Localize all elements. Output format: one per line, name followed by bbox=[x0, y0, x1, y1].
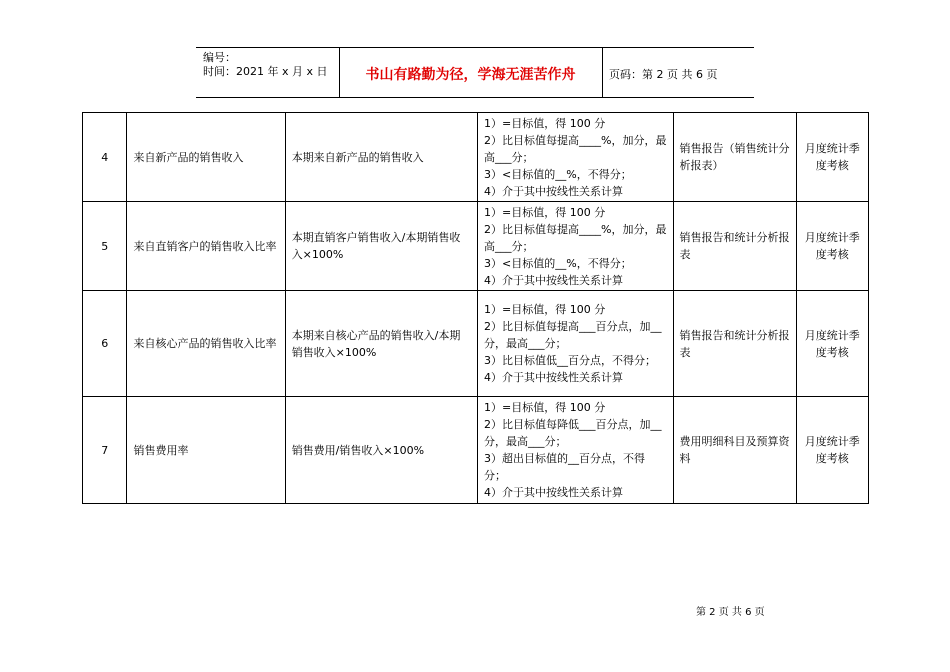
scoring-rule-line: 3）<目标值的__%，不得分； bbox=[484, 256, 632, 270]
scoring-rule-line: 3）超出目标值的__百分点，不得分； bbox=[484, 452, 646, 482]
row-number: 6 bbox=[83, 291, 127, 397]
kpi-table bbox=[82, 112, 869, 504]
indicator-name: 来自直销客户的销售收入比率 bbox=[127, 202, 285, 291]
row-number: 5 bbox=[83, 202, 127, 291]
time-label: 时间：2021 年 x 月 x 日 bbox=[203, 65, 328, 78]
header-motto: 书山有路勤为径，学海无涯苦作舟 bbox=[365, 67, 576, 83]
assessment-cycle: 月度统计季度考核 bbox=[796, 113, 868, 202]
page-header bbox=[196, 47, 754, 98]
assessment-cycle: 月度统计季度考核 bbox=[796, 291, 868, 397]
data-source: 销售报告和统计分析报表 bbox=[673, 291, 796, 397]
header-page-label: 页码：第 2 页 共 6 页 bbox=[609, 68, 718, 81]
scoring-rule-line: 4）介于其中按线性关系计算 bbox=[484, 371, 624, 384]
scoring-rule-line: 3）比目标值低__百分点，不得分； bbox=[484, 354, 657, 367]
scoring-rules bbox=[478, 113, 673, 202]
page-footer: 第 2 页 共 6 页 bbox=[696, 607, 765, 618]
scoring-rules bbox=[478, 202, 673, 291]
scoring-rule-line: 1）=目标值，得 100 分 bbox=[484, 401, 606, 414]
scoring-rule-line: 4）介于其中按线性关系计算 bbox=[484, 273, 624, 287]
indicator-name: 来自新产品的销售收入 bbox=[127, 113, 285, 202]
indicator-name: 来自核心产品的销售收入比率 bbox=[127, 291, 285, 397]
scoring-rule-line: 3）<目标值的__%，不得分； bbox=[484, 167, 632, 181]
scoring-rule-line: 2）比目标值每提高___百分点，加__分，最高___分； bbox=[484, 320, 662, 350]
row-number: 7 bbox=[83, 397, 127, 504]
data-source: 费用明细科目及预算资料 bbox=[673, 397, 796, 504]
table-row bbox=[83, 291, 869, 397]
data-source: 销售报告和统计分析报表 bbox=[673, 202, 796, 291]
scoring-rule-line: 1）=目标值，得 100 分 bbox=[484, 116, 606, 130]
table-row bbox=[83, 113, 869, 202]
scoring-rule-line: 2）比目标值每提高____%，加分，最高___分； bbox=[484, 222, 667, 253]
data-source: 销售报告（销售统计分析报表） bbox=[673, 113, 796, 202]
row-number: 4 bbox=[83, 113, 127, 202]
indicator-name: 销售费用率 bbox=[127, 397, 285, 504]
scoring-rule-line: 4）介于其中按线性关系计算 bbox=[484, 486, 624, 499]
assessment-cycle: 月度统计季度考核 bbox=[796, 202, 868, 291]
assessment-cycle: 月度统计季度考核 bbox=[796, 397, 868, 504]
scoring-rule-line: 1）=目标值，得 100 分 bbox=[484, 303, 606, 316]
scoring-rules bbox=[478, 397, 673, 504]
header-meta bbox=[203, 51, 328, 79]
header-divider bbox=[602, 48, 603, 97]
scoring-rules bbox=[478, 291, 673, 397]
scoring-rule-line: 2）比目标值每降低___百分点，加__分，最高___分； bbox=[484, 418, 662, 448]
scoring-rule-line: 4）介于其中按线性关系计算 bbox=[484, 184, 624, 198]
table-row bbox=[83, 202, 869, 291]
number-label: 编号： bbox=[203, 51, 236, 64]
indicator-formula: 本期来自新产品的销售收入 bbox=[285, 113, 477, 202]
indicator-formula: 销售费用/销售收入×100% bbox=[285, 397, 477, 504]
table-row bbox=[83, 397, 869, 504]
scoring-rule-line: 1）=目标值，得 100 分 bbox=[484, 205, 606, 219]
indicator-formula: 本期直销客户销售收入/本期销售收入×100% bbox=[285, 202, 477, 291]
scoring-rule-line: 2）比目标值每提高____%，加分，最高___分； bbox=[484, 133, 667, 164]
indicator-formula: 本期来自核心产品的销售收入/本期销售收入×100% bbox=[285, 291, 477, 397]
